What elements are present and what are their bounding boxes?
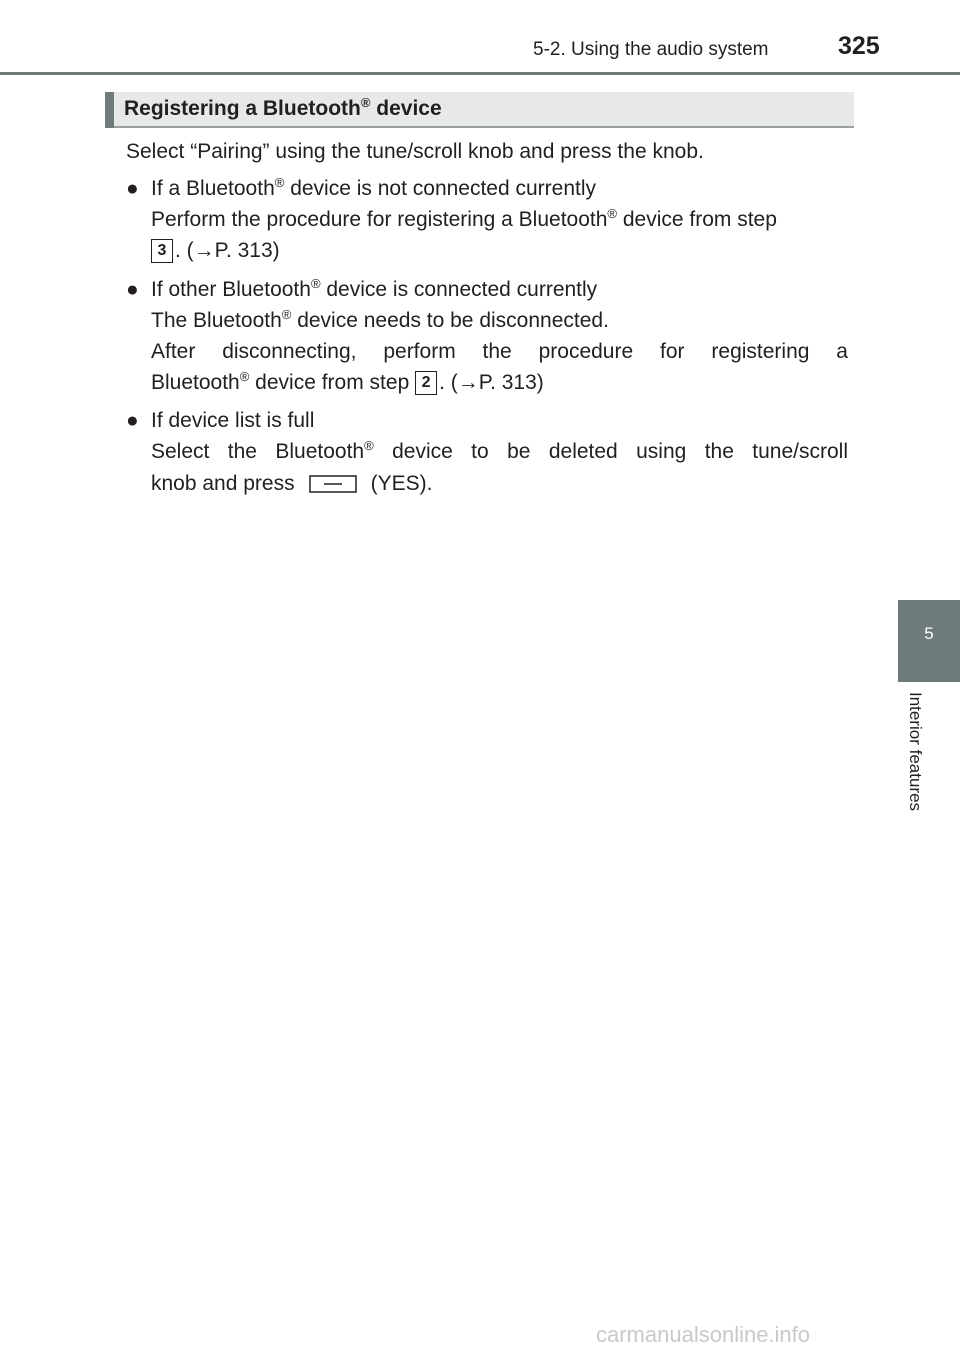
heading-text: Registering a Bluetooth® device xyxy=(124,95,442,120)
bullet-3-title: If device list is full xyxy=(151,409,315,432)
step-3-box: 3 xyxy=(151,239,173,263)
bullet-2-line-2: After disconnecting, perform the procedure for registering a xyxy=(151,340,848,363)
page-ref-link[interactable]: . (→P. 313) xyxy=(439,371,544,394)
heading-accent xyxy=(105,92,114,128)
page-ref-link[interactable]: . (→P. 313) xyxy=(175,239,280,262)
watermark: carmanualsonline.info xyxy=(596,1322,811,1347)
bullet-icon: ● xyxy=(126,409,139,432)
chapter-tab[interactable] xyxy=(898,600,960,682)
intro-text: Select “Pairing” using the tune/scroll knob and press the knob. xyxy=(126,140,704,163)
step-2-box: 2 xyxy=(415,371,437,395)
section-heading xyxy=(105,92,854,128)
bullet-1-line-2 xyxy=(151,239,280,263)
bullet-3-line-2: knob and press (YES). xyxy=(151,472,433,495)
bullet-icon: ● xyxy=(126,278,139,301)
bullet-1-title: If a Bluetooth® device is not connected currently xyxy=(151,175,597,200)
bullet-icon: ● xyxy=(126,177,139,200)
header-rule xyxy=(0,72,960,75)
bullet-2-title: If other Bluetooth® device is connected currently xyxy=(151,276,598,301)
section-label: 5-2. Using the audio system xyxy=(533,39,769,60)
page-number: 325 xyxy=(838,32,880,60)
chapter-title: Interior features xyxy=(906,692,925,812)
bullet-1-line-1: Perform the procedure for registering a Bluetooth® device from step xyxy=(151,206,777,231)
bullet-2-line-1: The Bluetooth® device needs to be disconnected. xyxy=(151,307,609,332)
chapter-number: 5 xyxy=(924,624,934,643)
bullet-3-line-1: Select the Bluetooth® device to be deleted using the tune/scroll xyxy=(151,438,849,463)
bullet-2-line-3: Bluetooth® device from step 2 . (→P. 313) xyxy=(151,369,544,394)
yes-button-icon xyxy=(309,475,357,493)
